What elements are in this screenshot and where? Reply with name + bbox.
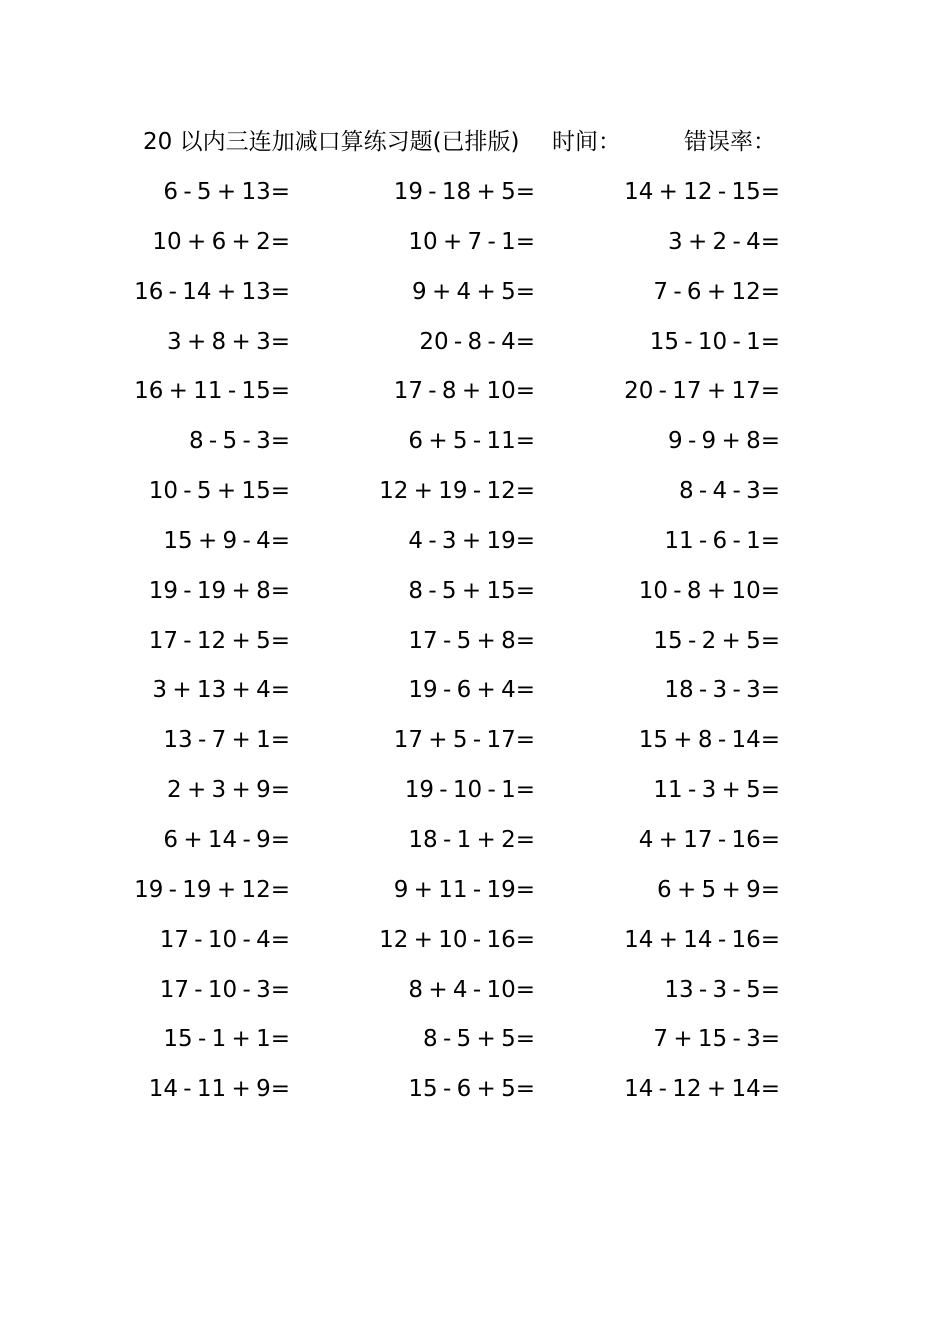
problem-row (0, 820, 950, 870)
problem-row (0, 272, 950, 322)
problem-row (0, 770, 950, 820)
arithmetic-problem: 15 - 10 - 1= (649, 328, 780, 355)
problem-row (0, 521, 950, 571)
arithmetic-problem: 14 - 12 + 14= (624, 1076, 780, 1103)
problem-row (0, 421, 950, 471)
arithmetic-problem: 19 - 6 + 4= (408, 677, 535, 704)
arithmetic-problem: 17 - 8 + 10= (393, 378, 535, 405)
arithmetic-problem: 15 - 2 + 5= (653, 627, 780, 654)
problem-row (0, 1019, 950, 1069)
problem-row (0, 172, 950, 222)
arithmetic-problem: 13 - 3 - 5= (664, 976, 780, 1003)
arithmetic-problem: 18 - 3 - 3= (664, 677, 780, 704)
arithmetic-problem: 7 - 6 + 12= (653, 278, 780, 305)
arithmetic-problem: 11 - 3 + 5= (653, 777, 780, 804)
arithmetic-problem: 15 + 8 - 14= (638, 727, 780, 754)
arithmetic-problem: 19 - 19 + 8= (148, 577, 290, 604)
arithmetic-problem: 9 - 9 + 8= (668, 428, 780, 455)
problem-row (0, 371, 950, 421)
arithmetic-problem: 19 - 19 + 12= (134, 876, 290, 903)
arithmetic-problem: 10 - 5 + 15= (148, 478, 290, 505)
arithmetic-problem: 10 + 6 + 2= (152, 228, 290, 255)
problem-row (0, 322, 950, 372)
arithmetic-problem: 20 - 17 + 17= (624, 378, 780, 405)
arithmetic-problem: 11 - 6 - 1= (664, 527, 780, 554)
arithmetic-problem: 18 - 1 + 2= (408, 826, 535, 853)
arithmetic-problem: 3 + 13 + 4= (152, 677, 290, 704)
problem-row (0, 970, 950, 1020)
arithmetic-problem: 17 - 5 + 8= (408, 627, 535, 654)
arithmetic-problem: 15 - 6 + 5= (408, 1076, 535, 1103)
arithmetic-problem: 8 - 5 + 5= (423, 1026, 535, 1053)
arithmetic-problem: 6 + 5 + 9= (657, 876, 780, 903)
arithmetic-problem: 17 - 10 - 3= (159, 976, 290, 1003)
arithmetic-problem: 20 - 8 - 4= (419, 328, 535, 355)
worksheet-header (143, 124, 843, 160)
arithmetic-problem: 10 - 8 + 10= (638, 577, 780, 604)
arithmetic-problem: 17 + 5 - 17= (393, 727, 535, 754)
arithmetic-problem: 17 - 10 - 4= (159, 926, 290, 953)
arithmetic-problem: 6 + 14 - 9= (163, 826, 290, 853)
arithmetic-problem: 6 + 5 - 11= (408, 428, 535, 455)
problem-row (0, 571, 950, 621)
arithmetic-problem: 8 - 5 - 3= (188, 428, 290, 455)
arithmetic-problem: 16 + 11 - 15= (134, 378, 290, 405)
arithmetic-problem: 9 + 4 + 5= (412, 278, 535, 305)
worksheet-title: 20 以内三连加减口算练习题(已排版) (143, 129, 520, 155)
problem-row (0, 670, 950, 720)
error-rate-label: 错误率： (684, 129, 776, 155)
problem-row (0, 222, 950, 272)
arithmetic-problem: 16 - 14 + 13= (134, 278, 290, 305)
problem-grid (0, 172, 950, 1119)
arithmetic-problem: 12 + 10 - 16= (379, 926, 535, 953)
arithmetic-problem: 19 - 10 - 1= (404, 777, 535, 804)
time-label: 时间： (552, 129, 621, 155)
arithmetic-problem: 14 - 11 + 9= (148, 1076, 290, 1103)
problem-row (0, 621, 950, 671)
arithmetic-problem: 3 + 8 + 3= (167, 328, 290, 355)
arithmetic-problem: 17 - 12 + 5= (148, 627, 290, 654)
arithmetic-problem: 4 - 3 + 19= (408, 527, 535, 554)
problem-row (0, 870, 950, 920)
problem-row (0, 1069, 950, 1119)
arithmetic-problem: 15 - 1 + 1= (163, 1026, 290, 1053)
arithmetic-problem: 19 - 18 + 5= (393, 179, 535, 205)
arithmetic-problem: 8 - 4 - 3= (678, 478, 780, 505)
problem-row (0, 920, 950, 970)
arithmetic-problem: 6 - 5 + 13= (163, 179, 290, 205)
problem-row (0, 720, 950, 770)
arithmetic-problem: 8 + 4 - 10= (408, 976, 535, 1003)
arithmetic-problem: 14 + 12 - 15= (624, 179, 780, 205)
arithmetic-problem: 2 + 3 + 9= (167, 777, 290, 804)
arithmetic-problem: 7 + 15 - 3= (653, 1026, 780, 1053)
arithmetic-problem: 15 + 9 - 4= (163, 527, 290, 554)
arithmetic-problem: 10 + 7 - 1= (408, 228, 535, 255)
arithmetic-problem: 14 + 14 - 16= (624, 926, 780, 953)
arithmetic-problem: 3 + 2 - 4= (668, 228, 780, 255)
arithmetic-problem: 12 + 19 - 12= (379, 478, 535, 505)
arithmetic-problem: 8 - 5 + 15= (408, 577, 535, 604)
problem-row (0, 471, 950, 521)
arithmetic-problem: 9 + 11 - 19= (393, 876, 535, 903)
arithmetic-problem: 4 + 17 - 16= (638, 826, 780, 853)
arithmetic-problem: 13 - 7 + 1= (163, 727, 290, 754)
